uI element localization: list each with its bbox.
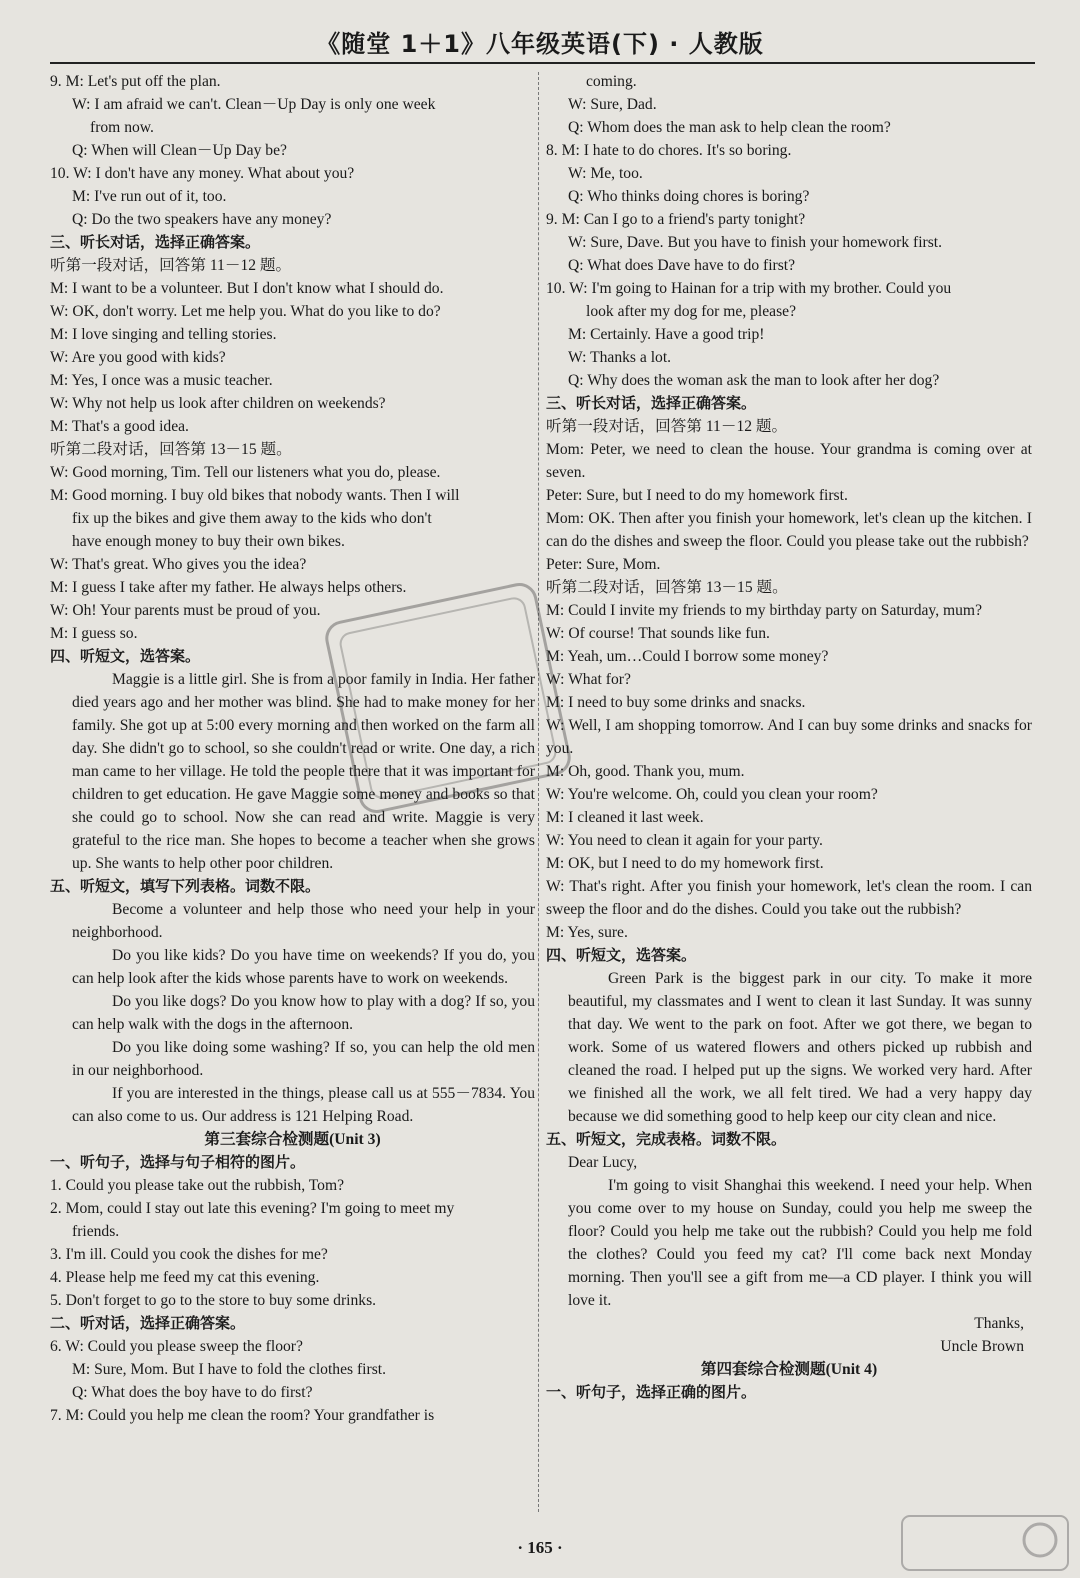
- text-line: 9. M: Can I go to a friend's party tonight?: [546, 211, 806, 228]
- section-heading: 五、听短文，完成表格。词数不限。: [546, 1130, 787, 1148]
- text-line: W: That's great. Who gives you the idea?: [50, 556, 307, 573]
- text-line: W: Oh! Your parents must be proud of you.: [50, 602, 321, 619]
- text-line: coming.: [586, 73, 637, 90]
- text-line: M: Yes, sure.: [546, 924, 628, 941]
- text-line: Q: Whom does the man ask to help clean the room?: [568, 119, 891, 136]
- text-line: 7. M: Could you help me clean the room? Your grandfather is: [50, 1407, 435, 1424]
- text-line: Q: What does the boy have to do first?: [72, 1384, 313, 1401]
- text-line: M: I need to buy some drinks and snacks.: [546, 694, 806, 711]
- text-line: M: I love singing and telling stories.: [50, 326, 277, 343]
- text-line: W: OK, don't worry. Let me help you. What do you like to do?: [50, 303, 441, 320]
- text-line: 10. W: I don't have any money. What about you?: [50, 165, 355, 182]
- text-line: Green Park is the biggest park in our city. To make it more beautiful, my classmates and I went to clean it last Sunday. It was sunny that day. We went to the park on foot. After we got there, we began to work. Some of us watered flowers and others picked up rubbish and cleaned the road. I helped put up the signs. We worked very hard. After we finished all the work, we all felt tired. We had a very happy day because we did something good to help keep our city clean and nice.: [568, 970, 1032, 1125]
- text-line: M: Yes, I once was a music teacher.: [50, 372, 273, 389]
- text-line: from now.: [90, 119, 154, 136]
- text-line: Uncle Brown: [940, 1338, 1024, 1355]
- text-line: Maggie is a little girl. She is from a poor family in India. Her father died years ago and her mother was blind. She had to make money for her family. She got up at 5:00 every morning and then worked on the farm all day. She didn't go to school, so she couldn't read or write. One day, a rich man came to her village. He told the people there that it was important for children to get education. He gave Maggie some money and books so that she could go to school. Now she can read and write. Maggie is very grateful to the rice man. She hopes to become a teacher when she grows up. She wants to help other poor children.: [72, 671, 535, 872]
- text-line: 听第一段对话，回答第 11－12 题。: [546, 418, 788, 435]
- text-line: Q: What does Dave have to do first?: [568, 257, 796, 274]
- text-line: 8. M: I hate to do chores. It's so boring.: [546, 142, 792, 159]
- text-line: M: That's a good idea.: [50, 418, 189, 435]
- text-line: M: Certainly. Have a good trip!: [568, 326, 765, 343]
- text-line: Mom: OK. Then after you finish your homework, let's clean up the kitchen. I can do the dishes and sweep the floor. Could you please take out the rubbish?: [546, 510, 1032, 550]
- text-line: Become a volunteer and help those who need your help in your neighborhood.: [72, 901, 535, 941]
- section-heading: 四、听短文，选答案。: [50, 647, 201, 665]
- section-heading: 一、听句子，选择正确的图片。: [546, 1383, 757, 1401]
- text-line: W: Sure, Dave. But you have to finish your homework first.: [568, 234, 943, 251]
- text-line: 4. Please help me feed my cat this evening.: [50, 1269, 320, 1286]
- text-line: If you are interested in the things, please call us at 555－7834. You can also come to us. Our address is 121 Helping Road.: [72, 1085, 535, 1125]
- text-line: 9. M: Let's put off the plan.: [50, 73, 221, 90]
- text-line: W: Good morning, Tim. Tell our listeners what you do, please.: [50, 464, 441, 481]
- text-line: 1. Could you please take out the rubbish, Tom?: [50, 1177, 344, 1194]
- text-line: W: Why not help us look after children on weekends?: [50, 395, 386, 412]
- text-line: M: I want to be a volunteer. But I don't know what I should do.: [50, 280, 444, 297]
- header-rule: [50, 62, 1035, 64]
- section-heading: 四、听短文，选答案。: [546, 946, 697, 964]
- test-title: 第四套综合检测题(Unit 4): [700, 1361, 878, 1378]
- section-heading: 三、听长对话，选择正确答案。: [546, 394, 757, 412]
- column-divider: [538, 72, 539, 1512]
- text-line: 听第二段对话，回答第 13－15 题。: [546, 579, 788, 596]
- text-line: W: Thanks a lot.: [568, 349, 672, 366]
- text-line: Do you like dogs? Do you know how to play with a dog? If so, you can help walk with the dogs in the afternoon.: [72, 993, 535, 1033]
- text-line: Mom: Peter, we need to clean the house. Your grandma is coming over at seven.: [546, 441, 1032, 481]
- text-line: M: I guess so.: [50, 625, 138, 642]
- text-line: Peter: Sure, but I need to do my homework first.: [546, 487, 848, 504]
- text-line: fix up the bikes and give them away to the kids who don't: [72, 510, 432, 527]
- text-line: 2. Mom, could I stay out late this evening? I'm going to meet my: [50, 1200, 455, 1217]
- text-line: Dear Lucy,: [568, 1154, 638, 1171]
- text-line: W: That's right. After you finish your homework, let's clean the room. I can sweep the floor and do the dishes. Could you take out the rubbish?: [546, 878, 1032, 918]
- text-line: Q: When will Clean－Up Day be?: [72, 142, 287, 159]
- text-line: M: I guess I take after my father. He always helps others.: [50, 579, 407, 596]
- text-line: M: I've run out of it, too.: [72, 188, 227, 205]
- text-line: 听第一段对话，回答第 11－12 题。: [50, 257, 292, 274]
- section-heading: 二、听对话，选择正确答案。: [50, 1314, 246, 1332]
- text-line: Peter: Sure, Mom.: [546, 556, 661, 573]
- text-line: 5. Don't forget to go to the store to buy some drinks.: [50, 1292, 377, 1309]
- text-line: I'm going to visit Shanghai this weekend. I need your help. When you come over to my house on Sunday, could you help me sweep the floor? Could you help me take out the rubbish? Could you help me fold the clothes? Could you feed my cat? I'll come back next Monday morning. Then you'll see a gift from me—a CD player. I think you will love it.: [568, 1177, 1032, 1309]
- text-line: W: You need to clean it again for your party.: [546, 832, 823, 849]
- text-line: 听第二段对话，回答第 13－15 题。: [50, 441, 292, 458]
- left-column: [50, 70, 535, 1427]
- text-line: M: Oh, good. Thank you, mum.: [546, 763, 745, 780]
- text-line: W: Well, I am shopping tomorrow. And I can buy some drinks and snacks for you.: [546, 717, 1032, 757]
- text-line: Q: Why does the woman ask the man to look after her dog?: [568, 372, 940, 389]
- text-line: M: Sure, Mom. But I have to fold the clothes first.: [72, 1361, 386, 1378]
- page-header: 《随堂 1＋1》八年级英语(下) · 人教版: [316, 30, 764, 58]
- text-line: M: Yeah, um…Could I borrow some money?: [546, 648, 829, 665]
- page-number: · 165 ·: [517, 1538, 563, 1557]
- text-line: Do you like kids? Do you have time on weekends? If you do, you can help look after the kids whose parents have to work on weekends.: [72, 947, 535, 987]
- text-line: look after my dog for me, please?: [586, 303, 797, 320]
- text-line: M: Could I invite my friends to my birthday party on Saturday, mum?: [546, 602, 982, 619]
- text-line: W: I am afraid we can't. Clean－Up Day is only one week: [72, 96, 436, 113]
- text-line: W: Are you good with kids?: [50, 349, 226, 366]
- section-heading: 三、听长对话，选择正确答案。: [50, 233, 261, 251]
- text-line: friends.: [72, 1223, 120, 1240]
- text-line: Q: Who thinks doing chores is boring?: [568, 188, 810, 205]
- section-heading: 五、听短文，填写下列表格。词数不限。: [50, 877, 321, 895]
- text-line: W: Sure, Dad.: [568, 96, 657, 113]
- test-title: 第三套综合检测题(Unit 3): [204, 1131, 381, 1148]
- text-line: Thanks,: [974, 1315, 1024, 1332]
- text-line: Do you like doing some washing? If so, you can help the old men in our neighborhood.: [72, 1039, 535, 1079]
- text-line: W: Me, too.: [568, 165, 643, 182]
- text-line: W: You're welcome. Oh, could you clean your room?: [546, 786, 878, 803]
- text-line: M: Good morning. I buy old bikes that nobody wants. Then I will: [50, 487, 460, 504]
- section-heading: 一、听句子，选择与句子相符的图片。: [50, 1153, 306, 1171]
- text-line: 6. W: Could you please sweep the floor?: [50, 1338, 303, 1355]
- text-line: M: I cleaned it last week.: [546, 809, 704, 826]
- text-line: M: OK, but I need to do my homework first.: [546, 855, 824, 872]
- right-column: [546, 70, 1040, 1404]
- text-line: Q: Do the two speakers have any money?: [72, 211, 332, 228]
- text-line: W: Of course! That sounds like fun.: [546, 625, 770, 642]
- text-line: have enough money to buy their own bikes.: [72, 533, 345, 550]
- text-line: 10. W: I'm going to Hainan for a trip with my brother. Could you: [546, 280, 952, 297]
- text-line: 3. I'm ill. Could you cook the dishes for me?: [50, 1246, 328, 1263]
- text-line: W: What for?: [546, 671, 631, 688]
